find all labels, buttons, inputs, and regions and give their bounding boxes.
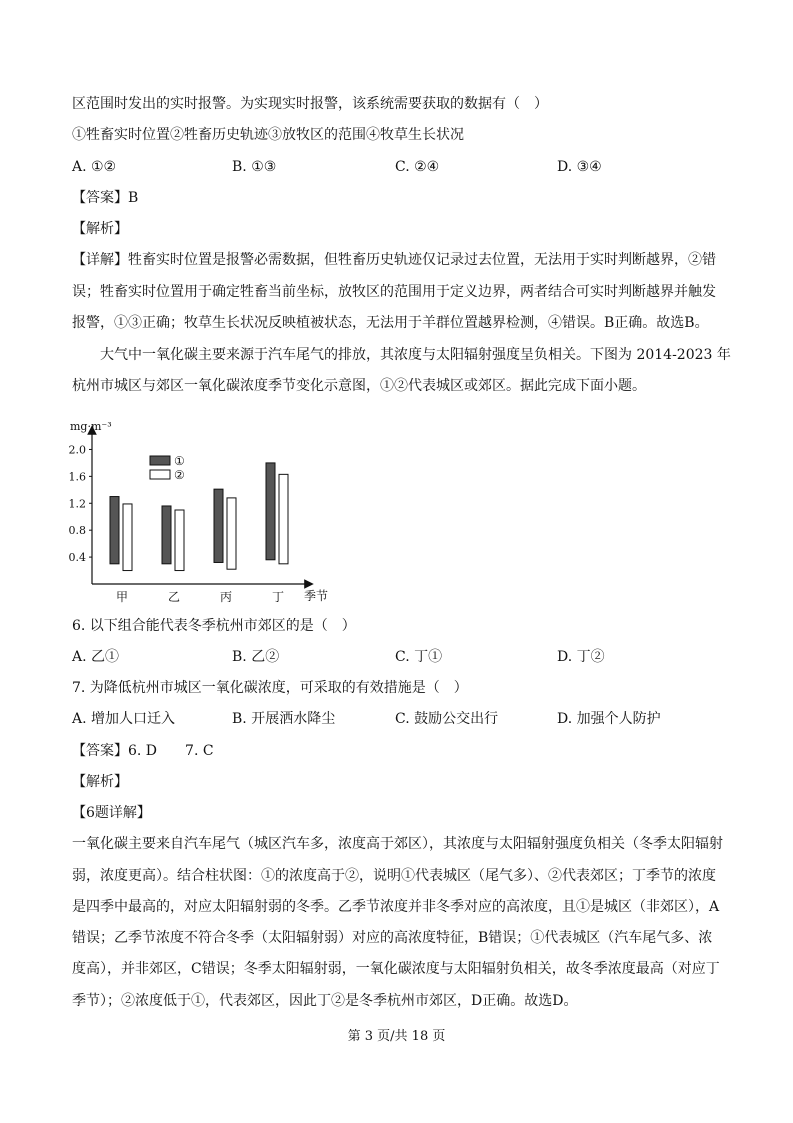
q5-analysis-label: 【解析】 <box>72 221 128 237</box>
q7-option-d: D. 加强个人防护 <box>557 711 661 727</box>
q5-stem: 区范围时发出的实时报警。为实现实时报警，该系统需要获取的数据有（ ） <box>72 96 548 112</box>
bar-series-1 <box>110 497 119 564</box>
q5-option-b: B. ①③ <box>232 159 277 175</box>
q6-detail-line: 弱，浓度更高）。结合柱状图：①的浓度高于②，说明①代表城区（尾气多）、②代表郊区；丁季节的浓度 <box>72 868 716 884</box>
q5-option-d: D. ③④ <box>557 159 602 175</box>
bar-series-1 <box>162 506 171 564</box>
y-axis-label: mg·m⁻³ <box>70 420 112 433</box>
q6-detail-line: 一氧化碳主要来自汽车尾气（城区汽车多，浓度高于郊区），其浓度与太阳辐射强度负相关（冬季太阳辐射 <box>72 836 723 852</box>
q7-option-a: A. 增加人口迁入 <box>72 711 176 727</box>
q6-option-d: D. 丁② <box>557 649 605 665</box>
x-axis-label: 季节 <box>304 589 329 603</box>
x-tick-label: 丁 <box>272 590 285 604</box>
q5-detail-line: 误；牲畜实时位置用于确定牲畜当前坐标，放牧区的范围用于定义边界，两者结合可实时判断越界并触发 <box>72 284 716 300</box>
intro-line: 杭州市城区与郊区一氧化碳浓度季节变化示意图，①②代表城区或郊区。据此完成下面小题。 <box>72 378 646 394</box>
y-tick-label: 1.2 <box>68 497 86 511</box>
q7-option-b: B. 开展洒水降尘 <box>232 711 336 727</box>
x-tick-label: 甲 <box>116 590 129 604</box>
q6-stem: 6. 以下组合能代表冬季杭州市郊区的是（ ） <box>72 618 356 634</box>
q7-stem: 7. 为降低杭州市城区一氧化碳浓度，可采取的有效措施是（ ） <box>72 680 468 696</box>
q6-detail-line: 度高），并非郊区，C错误；冬季太阳辐射弱，一氧化碳浓度与太阳辐射负相关，故冬季浓度最高（对应丁 <box>72 961 720 977</box>
q7-option-c: C. 鼓励公交出行 <box>395 711 499 727</box>
co-concentration-chart <box>64 418 334 608</box>
page-number: 第 3 页/共 18 页 <box>347 1029 446 1044</box>
q5-option-a: A. ①② <box>72 159 117 175</box>
q6-option-b: B. 乙② <box>232 649 280 665</box>
legend-swatch <box>150 456 170 465</box>
bar-series-1 <box>266 463 275 560</box>
bar-series-1 <box>214 489 223 562</box>
bar-series-2 <box>123 504 132 571</box>
x-tick-label: 乙 <box>168 590 181 604</box>
q5-answer: 【答案】B <box>72 190 139 206</box>
q5-option-c: C. ②④ <box>395 159 440 175</box>
q6-option-a: A. 乙① <box>72 649 120 665</box>
bar-series-2 <box>175 510 184 571</box>
y-tick-label: 0.4 <box>68 551 86 565</box>
legend-label: ① <box>174 454 185 468</box>
q67-analysis-label: 【解析】 <box>72 774 128 790</box>
q5-items: ①牲畜实时位置②牲畜历史轨迹③放牧区的范围④牧草生长状况 <box>72 127 464 143</box>
chart-legend <box>150 454 185 482</box>
q6-detail-label: 【6题详解】 <box>72 805 151 821</box>
y-tick-label: 2.0 <box>68 443 86 457</box>
intro-line: 大气中一氧化碳主要来源于汽车尾气的排放，其浓度与太阳辐射强度呈负相关。下图为 2014-2023 年 <box>100 347 731 363</box>
legend-swatch <box>150 470 170 479</box>
q6-detail-line: 季节）；②浓度低于①，代表郊区，因此丁②是冬季杭州市郊区，D正确。故选D。 <box>72 993 578 1009</box>
y-tick-label: 1.6 <box>68 470 86 484</box>
legend-label: ② <box>174 468 185 482</box>
y-tick-label: 0.8 <box>68 524 86 538</box>
bar-series-2 <box>227 498 236 569</box>
q5-detail-line: 【详解】牲畜实时位置是报警必需数据，但牲畜历史轨迹仅记录过去位置，无法用于实时判断越界，②错 <box>72 252 716 268</box>
x-tick-label: 丙 <box>220 590 233 604</box>
bar-series-2 <box>279 474 288 563</box>
q6-option-c: C. 丁① <box>395 649 443 665</box>
q67-answer: 【答案】6. D 7. C <box>72 743 214 759</box>
q6-detail-line: 是四季中最高的，对应太阳辐射弱的冬季。乙季节浓度并非冬季对应的高浓度，且①是城区（非郊区），A <box>72 899 720 915</box>
q6-detail-line: 错误；乙季节浓度不符合冬季（太阳辐射弱）对应的高浓度特征，B错误；①代表城区（汽车尾气多、浓 <box>72 930 713 946</box>
q5-detail-line: 报警，①③正确；牧草生长状况反映植被状态，无法用于羊群位置越界检测，④错误。B正确。故选B。 <box>72 315 709 331</box>
